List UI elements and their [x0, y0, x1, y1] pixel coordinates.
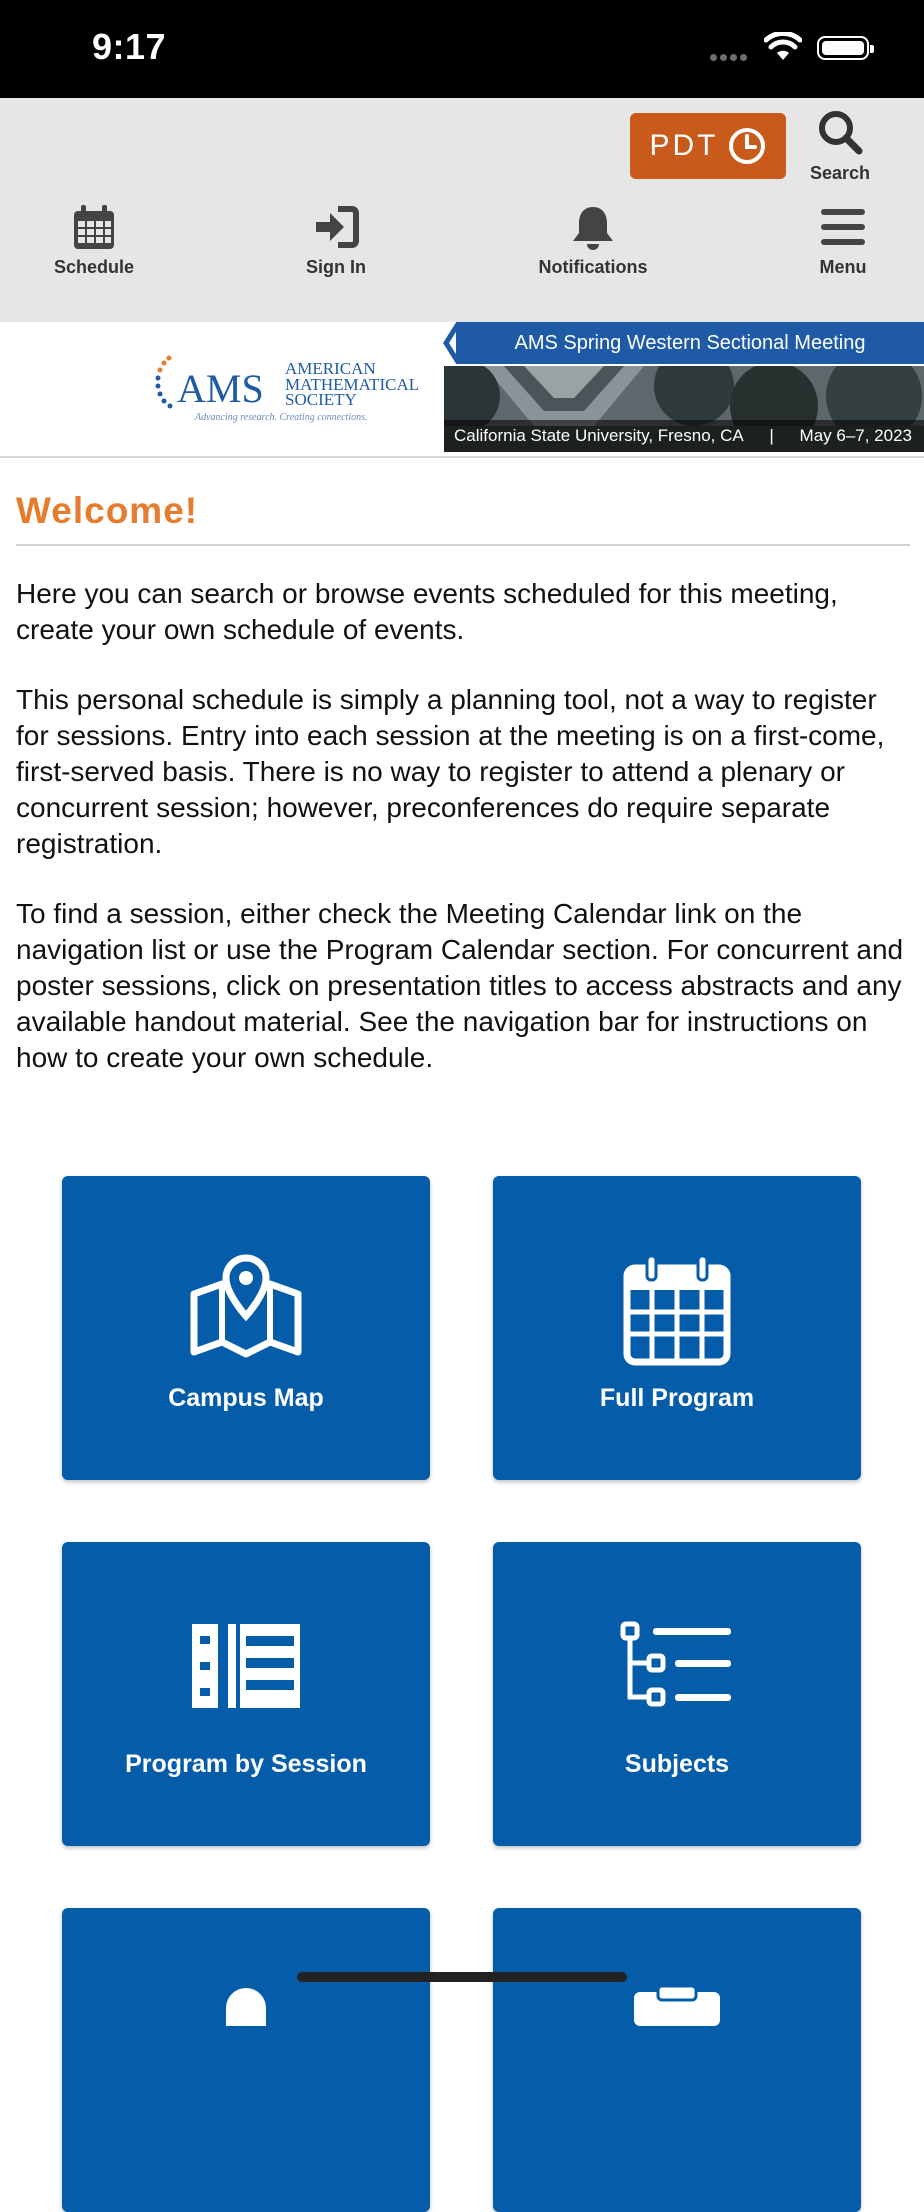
nav-schedule[interactable] [14, 203, 174, 278]
banner-caption [444, 420, 924, 452]
banner-event [442, 322, 924, 452]
subjects-tree-icon [619, 1620, 735, 1712]
ams-logo-line2: MATHEMATICAL [285, 375, 420, 394]
nav-menu-label: Menu [819, 257, 867, 277]
cellular-signal-icon [710, 54, 747, 61]
status-time: 9:17 [92, 26, 167, 67]
tile-next-right[interactable] [493, 1908, 861, 2212]
intro-paragraph-2: This personal schedule is simply a planning tool, not a way to register for sessions. Entry into each session at the meeting is on a first-come, first-served basis. There is no way to register to attend a plenary or concurrent session; however, preconferences do require separate registration. [16, 684, 885, 859]
status-bar [0, 0, 924, 98]
tile-program-by-session-label: Program by Session [125, 1750, 367, 1778]
main-content [16, 490, 910, 1110]
nav-menu[interactable] [763, 203, 923, 278]
clock-icon [727, 126, 767, 166]
bell-icon [569, 203, 617, 251]
tile-subjects-label: Subjects [624, 1750, 730, 1778]
search-icon [816, 108, 864, 156]
banner-campus-photo [444, 366, 924, 452]
nav-schedule-label: Schedule [53, 257, 135, 277]
nav-sign-in-label: Sign In [306, 257, 366, 277]
ams-logo-text: AMS [177, 366, 264, 411]
tile-full-program-label: Full Program [599, 1384, 755, 1412]
search-button[interactable] [800, 108, 880, 184]
nav-notifications[interactable] [513, 203, 673, 278]
ams-logo-line1: AMERICAN [285, 359, 376, 378]
intro-paragraph-1: Here you can search or browse events scheduled for this meeting, create your own schedule of events. [16, 578, 838, 645]
tile-program-by-session[interactable] [62, 1542, 430, 1846]
wifi-icon [764, 32, 802, 62]
calendar-icon [70, 203, 118, 251]
hamburger-menu-icon [819, 203, 867, 251]
page-title: Welcome! [16, 490, 199, 531]
session-list-icon [188, 1620, 304, 1712]
home-indicator[interactable] [297, 1972, 627, 1982]
banner-separator: | [769, 426, 774, 445]
ams-logo [155, 350, 435, 430]
tile-next-left[interactable] [62, 1908, 430, 2212]
ams-logo-tagline: Advancing research. Creating connections. [195, 412, 368, 423]
divider [16, 544, 910, 546]
banner-dates: May 6–7, 2023 [799, 426, 912, 445]
search-label: Search [809, 163, 871, 183]
event-banner [0, 322, 924, 458]
banner-location: California State University, Fresno, CA [454, 426, 744, 445]
tile-campus-map[interactable] [62, 1176, 430, 1480]
clipboard-icon [632, 1986, 722, 2026]
tile-subjects[interactable] [493, 1542, 861, 1846]
banner-event-title: AMS Spring Western Sectional Meeting [456, 322, 924, 364]
sign-in-icon [312, 203, 360, 251]
nav-notifications-label: Notifications [538, 257, 648, 277]
ams-logo-line3: SOCIETY [285, 390, 357, 409]
battery-icon [817, 36, 869, 60]
intro-paragraph-3: To find a session, either check the Meeting Calendar link on the navigation list or use the Program Calendar section. For concurrent and poster sessions, click on presentation titles to access abstracts and any available handout material. See the navigation bar for instructions on how to create your own schedule. [16, 898, 904, 1073]
calendar-grid-icon [623, 1254, 731, 1366]
nav-sign-in[interactable] [256, 203, 416, 278]
location-pin-icon [221, 1986, 271, 2026]
tile-full-program[interactable] [493, 1176, 861, 1480]
tile-campus-map-label: Campus Map [168, 1384, 324, 1412]
top-navigation [0, 98, 924, 322]
map-pin-icon [188, 1254, 304, 1358]
timezone-button[interactable] [630, 113, 786, 179]
timezone-label: PDT [649, 129, 719, 162]
